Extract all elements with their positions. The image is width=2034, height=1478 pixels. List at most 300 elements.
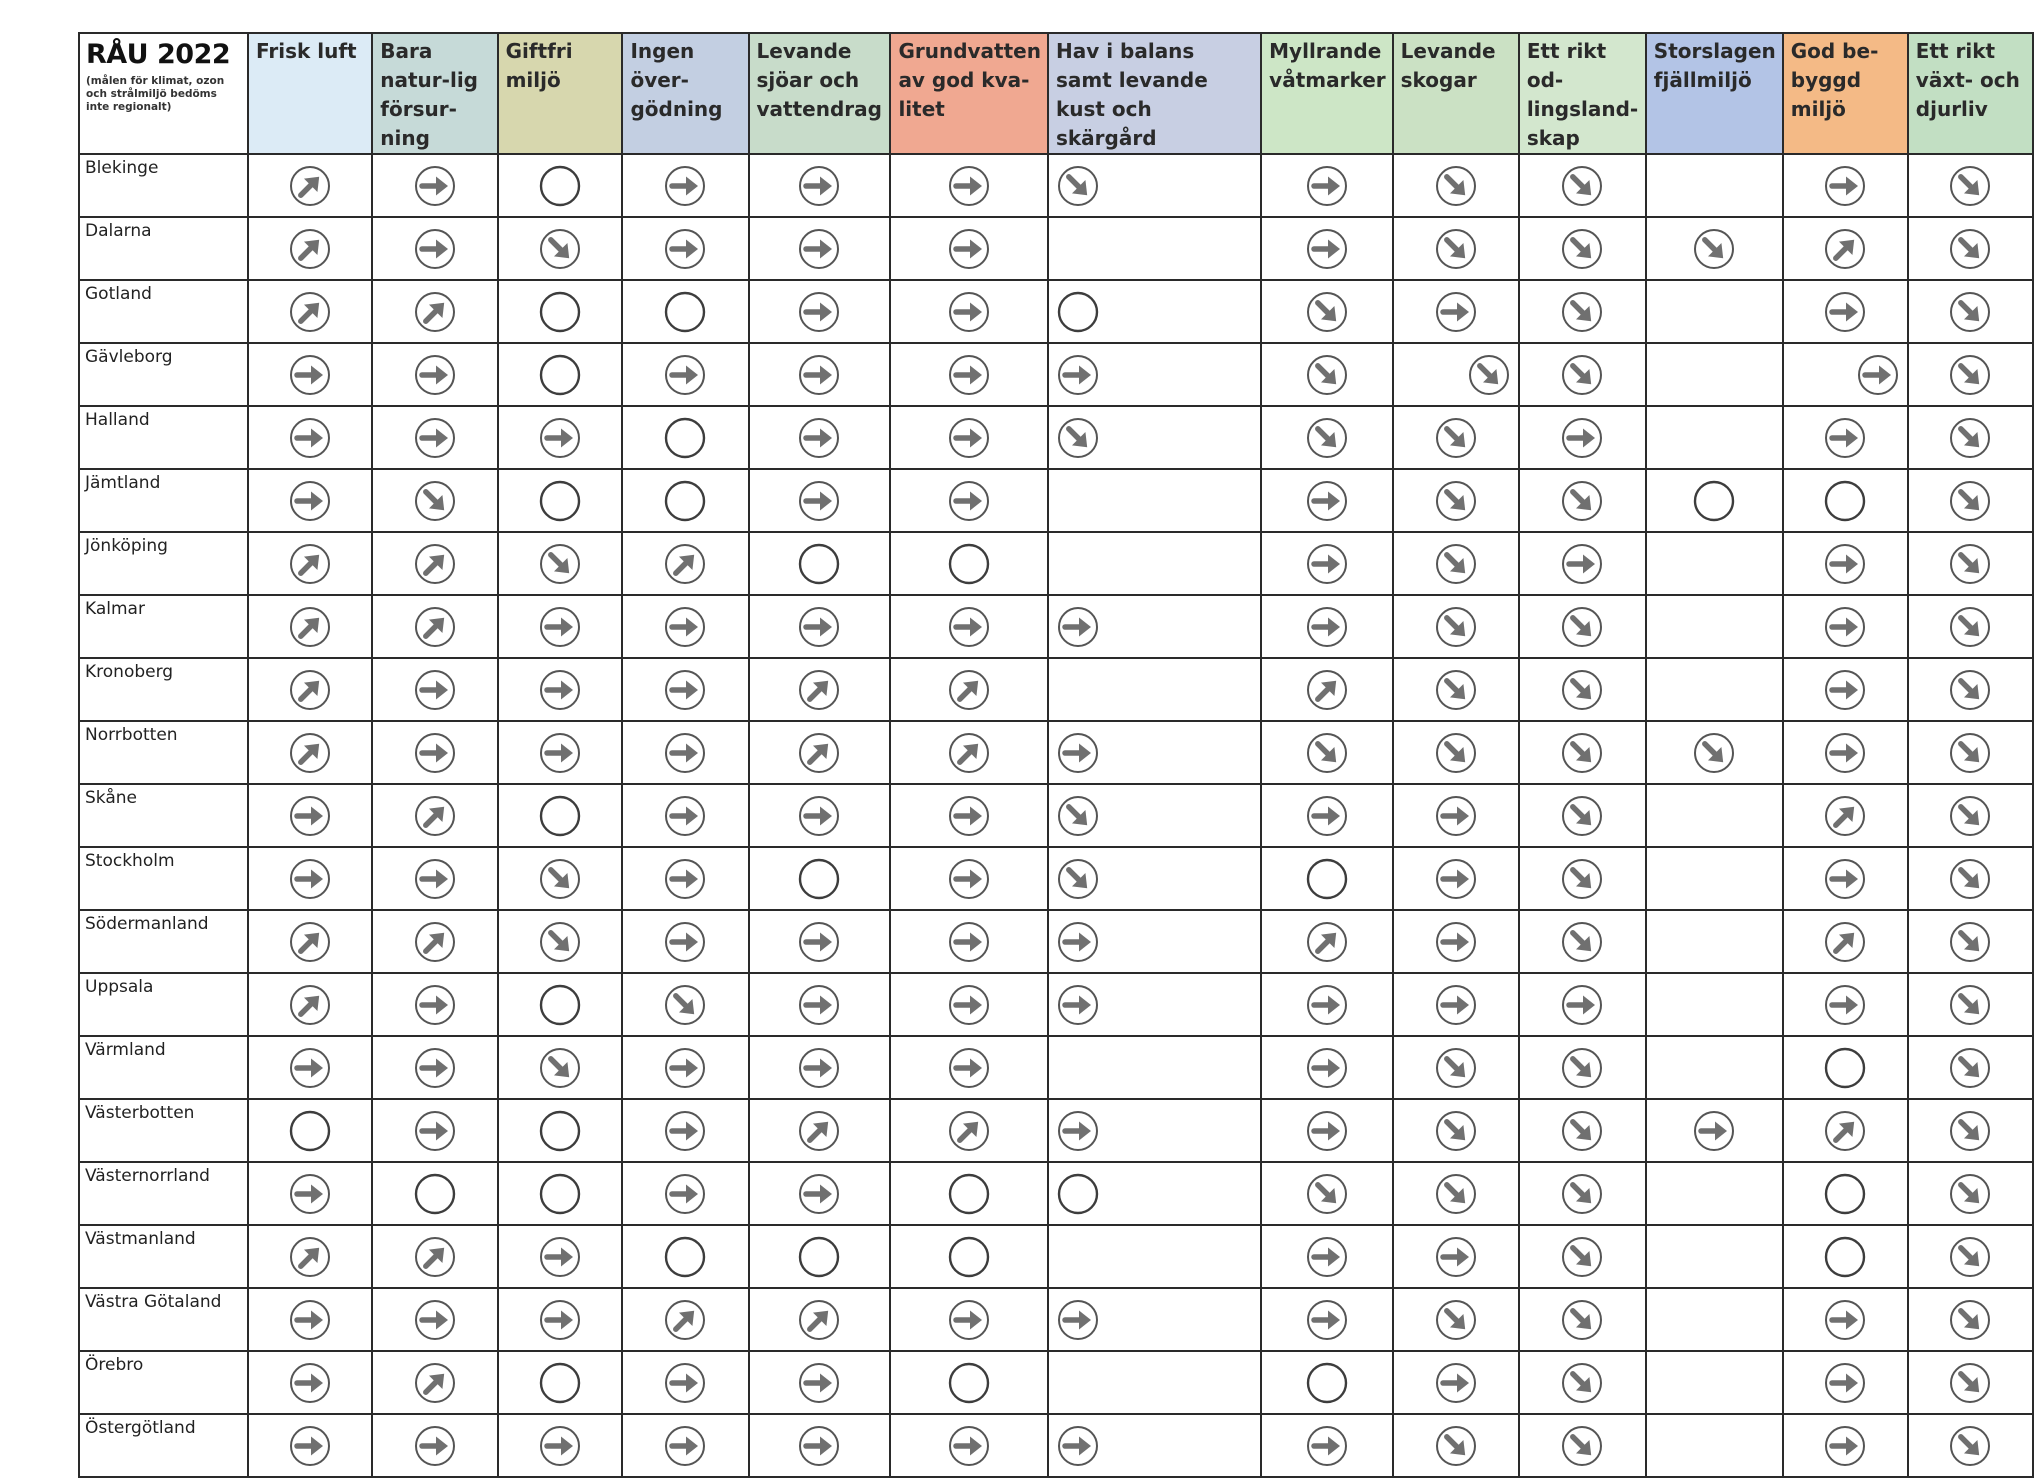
status-cell bbox=[890, 658, 1048, 721]
status-cell bbox=[1393, 1162, 1519, 1225]
status-cell bbox=[890, 973, 1048, 1036]
arrow-up-icon bbox=[797, 1109, 841, 1153]
arrow-right-icon bbox=[663, 1361, 707, 1405]
arrow-up-icon bbox=[413, 290, 457, 334]
arrow-up-icon bbox=[947, 1109, 991, 1153]
status-cell bbox=[890, 1351, 1048, 1414]
arrow-down-icon bbox=[1560, 794, 1604, 838]
arrow-down-icon bbox=[538, 857, 582, 901]
arrow-down-icon bbox=[1560, 353, 1604, 397]
status-cell bbox=[1908, 217, 2033, 280]
status-cell bbox=[1646, 847, 1783, 910]
goal-header bbox=[1519, 33, 1646, 154]
arrow-up-icon bbox=[797, 731, 841, 775]
arrow-down-icon bbox=[1056, 416, 1100, 460]
status-cell bbox=[1908, 1288, 2033, 1351]
status-cell bbox=[1261, 910, 1392, 973]
no-assessment-circle-icon bbox=[538, 290, 582, 334]
status-cell bbox=[498, 343, 623, 406]
status-cell bbox=[1646, 658, 1783, 721]
status-cell bbox=[372, 532, 497, 595]
status-cell bbox=[1048, 1099, 1261, 1162]
status-cell bbox=[372, 406, 497, 469]
region-name: Gotland bbox=[79, 280, 248, 343]
arrow-right-icon bbox=[538, 1298, 582, 1342]
arrow-right-icon bbox=[947, 983, 991, 1027]
arrow-down-icon bbox=[1305, 1172, 1349, 1216]
status-cell bbox=[1519, 154, 1646, 217]
arrow-right-icon bbox=[797, 920, 841, 964]
goal-header-label: Ett rikt växt- och djurliv bbox=[1915, 39, 2020, 121]
arrow-up-icon bbox=[288, 1235, 332, 1279]
status-cell bbox=[498, 1414, 623, 1477]
table-row bbox=[79, 343, 2033, 406]
status-cell bbox=[1646, 154, 1783, 217]
status-cell bbox=[1908, 532, 2033, 595]
arrow-right-icon bbox=[947, 857, 991, 901]
goal-header-label: Ingen över-gödning bbox=[630, 39, 723, 121]
status-cell bbox=[372, 1036, 497, 1099]
status-cell bbox=[1783, 658, 1908, 721]
status-cell bbox=[622, 721, 748, 784]
arrow-right-icon bbox=[663, 1424, 707, 1468]
arrow-down-icon bbox=[1692, 731, 1736, 775]
status-cell bbox=[1048, 1162, 1261, 1225]
arrow-right-icon bbox=[1056, 605, 1100, 649]
arrow-right-icon bbox=[1305, 983, 1349, 1027]
status-cell bbox=[1519, 1162, 1646, 1225]
arrow-down-icon bbox=[1948, 1109, 1992, 1153]
status-cell bbox=[248, 595, 372, 658]
arrow-right-icon bbox=[1305, 227, 1349, 271]
status-cell bbox=[749, 1099, 891, 1162]
status-cell bbox=[1646, 721, 1783, 784]
status-cell bbox=[372, 1414, 497, 1477]
arrow-up-icon bbox=[797, 1298, 841, 1342]
arrow-right-icon bbox=[947, 1298, 991, 1342]
table-row bbox=[79, 1225, 2033, 1288]
status-cell bbox=[1519, 469, 1646, 532]
arrow-right-icon bbox=[947, 920, 991, 964]
status-cell bbox=[1646, 1036, 1783, 1099]
no-assessment-circle-icon bbox=[288, 1109, 332, 1153]
arrow-right-icon bbox=[288, 416, 332, 460]
arrow-right-icon bbox=[538, 1235, 582, 1279]
arrow-up-icon bbox=[413, 542, 457, 586]
arrow-down-icon bbox=[1434, 731, 1478, 775]
arrow-up-icon bbox=[1823, 227, 1867, 271]
status-cell bbox=[1519, 910, 1646, 973]
arrow-down-icon bbox=[538, 920, 582, 964]
status-cell bbox=[372, 784, 497, 847]
arrow-right-icon bbox=[1823, 983, 1867, 1027]
arrow-right-icon bbox=[663, 605, 707, 649]
no-assessment-circle-icon bbox=[1823, 1172, 1867, 1216]
status-cell bbox=[622, 280, 748, 343]
arrow-right-icon bbox=[797, 1424, 841, 1468]
status-cell bbox=[1646, 532, 1783, 595]
status-cell bbox=[890, 595, 1048, 658]
arrow-down-icon bbox=[1948, 1235, 1992, 1279]
status-cell bbox=[498, 469, 623, 532]
no-assessment-circle-icon bbox=[538, 1109, 582, 1153]
arrow-down-icon bbox=[1560, 920, 1604, 964]
status-cell bbox=[248, 217, 372, 280]
arrow-down-icon bbox=[1434, 416, 1478, 460]
arrow-right-icon bbox=[663, 1172, 707, 1216]
status-cell bbox=[372, 154, 497, 217]
status-cell bbox=[1646, 1162, 1783, 1225]
arrow-right-icon bbox=[1434, 857, 1478, 901]
status-cell bbox=[1393, 1288, 1519, 1351]
status-cell bbox=[372, 1099, 497, 1162]
status-cell bbox=[622, 217, 748, 280]
status-cell bbox=[1393, 973, 1519, 1036]
arrow-right-icon bbox=[797, 416, 841, 460]
status-cell bbox=[1519, 280, 1646, 343]
region-name: Västerbotten bbox=[79, 1099, 248, 1162]
status-cell bbox=[890, 154, 1048, 217]
arrow-right-icon bbox=[1823, 416, 1867, 460]
arrow-up-icon bbox=[663, 1298, 707, 1342]
arrow-right-icon bbox=[947, 605, 991, 649]
table-row bbox=[79, 910, 2033, 973]
table-row bbox=[79, 1162, 2033, 1225]
no-assessment-circle-icon bbox=[663, 479, 707, 523]
arrow-right-icon bbox=[1056, 1109, 1100, 1153]
table-row bbox=[79, 154, 2033, 217]
no-assessment-circle-icon bbox=[538, 479, 582, 523]
status-cell bbox=[1908, 1351, 2033, 1414]
arrow-down-icon bbox=[1434, 668, 1478, 712]
status-cell bbox=[1261, 217, 1392, 280]
arrow-right-icon bbox=[663, 794, 707, 838]
arrow-right-icon bbox=[1823, 1424, 1867, 1468]
status-cell bbox=[498, 1351, 623, 1414]
status-cell bbox=[622, 1036, 748, 1099]
status-cell bbox=[1783, 1162, 1908, 1225]
arrow-right-icon bbox=[663, 1109, 707, 1153]
status-cell bbox=[749, 847, 891, 910]
status-cell bbox=[890, 721, 1048, 784]
goal-header-label: Bara natur-lig försur-ning bbox=[380, 39, 478, 150]
status-cell bbox=[248, 658, 372, 721]
status-cell bbox=[749, 1351, 891, 1414]
status-cell bbox=[622, 784, 748, 847]
region-name: Västmanland bbox=[79, 1225, 248, 1288]
status-cell bbox=[372, 343, 497, 406]
status-cell bbox=[1783, 280, 1908, 343]
header-row bbox=[79, 33, 2033, 154]
no-assessment-circle-icon bbox=[1823, 1046, 1867, 1090]
status-cell bbox=[1393, 217, 1519, 280]
status-cell bbox=[1048, 217, 1261, 280]
no-assessment-circle-icon bbox=[1056, 290, 1100, 334]
status-cell bbox=[1261, 847, 1392, 910]
arrow-down-icon bbox=[1560, 1235, 1604, 1279]
status-cell bbox=[622, 658, 748, 721]
status-cell bbox=[1646, 469, 1783, 532]
arrow-right-icon bbox=[1056, 920, 1100, 964]
arrow-right-icon bbox=[413, 353, 457, 397]
region-name: Halland bbox=[79, 406, 248, 469]
status-cell bbox=[749, 1162, 891, 1225]
no-assessment-circle-icon bbox=[538, 353, 582, 397]
status-cell bbox=[1783, 406, 1908, 469]
status-cell bbox=[1646, 1288, 1783, 1351]
status-cell bbox=[749, 1414, 891, 1477]
table-body bbox=[79, 154, 2033, 1477]
status-cell bbox=[372, 721, 497, 784]
status-cell bbox=[1783, 343, 1908, 406]
arrow-right-icon bbox=[663, 731, 707, 775]
goal-header bbox=[1048, 33, 1261, 154]
arrow-down-icon bbox=[538, 542, 582, 586]
arrow-down-icon bbox=[1948, 290, 1992, 334]
region-name: Östergötland bbox=[79, 1414, 248, 1477]
status-cell bbox=[498, 1162, 623, 1225]
status-cell bbox=[622, 1099, 748, 1162]
status-cell bbox=[372, 658, 497, 721]
table-row bbox=[79, 217, 2033, 280]
arrow-right-icon bbox=[413, 164, 457, 208]
status-cell bbox=[1519, 1036, 1646, 1099]
status-cell bbox=[1908, 1225, 2033, 1288]
status-cell bbox=[1519, 595, 1646, 658]
arrow-right-icon bbox=[288, 1298, 332, 1342]
arrow-down-icon bbox=[1948, 353, 1992, 397]
status-cell bbox=[248, 1225, 372, 1288]
no-assessment-circle-icon bbox=[797, 857, 841, 901]
arrow-right-icon bbox=[1823, 542, 1867, 586]
status-cell bbox=[1519, 721, 1646, 784]
arrow-right-icon bbox=[947, 794, 991, 838]
no-assessment-circle-icon bbox=[1692, 479, 1736, 523]
arrow-down-icon bbox=[663, 983, 707, 1027]
region-name: Södermanland bbox=[79, 910, 248, 973]
status-cell bbox=[498, 217, 623, 280]
arrow-down-icon bbox=[1434, 1109, 1478, 1153]
status-cell bbox=[372, 595, 497, 658]
table-row bbox=[79, 532, 2033, 595]
arrow-up-icon bbox=[413, 605, 457, 649]
status-cell bbox=[1261, 1351, 1392, 1414]
status-cell bbox=[1393, 1414, 1519, 1477]
status-cell bbox=[498, 658, 623, 721]
status-cell bbox=[749, 658, 891, 721]
arrow-right-icon bbox=[413, 983, 457, 1027]
arrow-right-icon bbox=[413, 857, 457, 901]
no-assessment-circle-icon bbox=[1305, 1361, 1349, 1405]
arrow-up-icon bbox=[288, 164, 332, 208]
status-cell bbox=[622, 1414, 748, 1477]
status-cell bbox=[1048, 1225, 1261, 1288]
status-cell bbox=[1646, 406, 1783, 469]
status-cell bbox=[1908, 1036, 2033, 1099]
table-corner bbox=[79, 33, 248, 154]
arrow-down-icon bbox=[1560, 1361, 1604, 1405]
status-cell bbox=[890, 910, 1048, 973]
status-cell bbox=[1646, 1414, 1783, 1477]
status-cell bbox=[1646, 595, 1783, 658]
arrow-right-icon bbox=[1823, 857, 1867, 901]
status-cell bbox=[248, 343, 372, 406]
arrow-down-icon bbox=[1948, 857, 1992, 901]
arrow-right-icon bbox=[1434, 794, 1478, 838]
arrow-down-icon bbox=[1948, 983, 1992, 1027]
status-cell bbox=[890, 847, 1048, 910]
arrow-up-icon bbox=[288, 731, 332, 775]
region-name: Värmland bbox=[79, 1036, 248, 1099]
arrow-down-icon bbox=[1305, 731, 1349, 775]
arrow-down-icon bbox=[1948, 1298, 1992, 1342]
status-cell bbox=[1646, 1099, 1783, 1162]
arrow-right-icon bbox=[288, 794, 332, 838]
arrow-right-icon bbox=[413, 1298, 457, 1342]
status-cell bbox=[1783, 1351, 1908, 1414]
status-cell bbox=[498, 1099, 623, 1162]
arrow-right-icon bbox=[1823, 164, 1867, 208]
status-cell bbox=[622, 847, 748, 910]
region-name: Gävleborg bbox=[79, 343, 248, 406]
arrow-up-icon bbox=[947, 731, 991, 775]
status-cell bbox=[1519, 532, 1646, 595]
status-cell bbox=[248, 784, 372, 847]
arrow-right-icon bbox=[288, 479, 332, 523]
status-cell bbox=[248, 1414, 372, 1477]
arrow-right-icon bbox=[1434, 920, 1478, 964]
status-cell bbox=[749, 343, 891, 406]
status-cell bbox=[1261, 1414, 1392, 1477]
region-name: Kalmar bbox=[79, 595, 248, 658]
no-assessment-circle-icon bbox=[1305, 857, 1349, 901]
status-cell bbox=[498, 154, 623, 217]
arrow-down-icon bbox=[538, 1046, 582, 1090]
status-cell bbox=[498, 784, 623, 847]
region-name: Jönköping bbox=[79, 532, 248, 595]
arrow-down-icon bbox=[1948, 1172, 1992, 1216]
status-cell bbox=[890, 217, 1048, 280]
status-cell bbox=[1393, 595, 1519, 658]
status-cell bbox=[498, 532, 623, 595]
status-cell bbox=[1048, 532, 1261, 595]
table-row bbox=[79, 847, 2033, 910]
arrow-up-icon bbox=[288, 542, 332, 586]
arrow-up-icon bbox=[288, 920, 332, 964]
status-cell bbox=[1783, 784, 1908, 847]
arrow-right-icon bbox=[288, 1046, 332, 1090]
status-cell bbox=[1783, 532, 1908, 595]
region-name: Uppsala bbox=[79, 973, 248, 1036]
arrow-down-icon bbox=[1560, 1298, 1604, 1342]
status-cell bbox=[1783, 1414, 1908, 1477]
no-assessment-circle-icon bbox=[797, 1235, 841, 1279]
status-cell bbox=[248, 406, 372, 469]
region-name: Örebro bbox=[79, 1351, 248, 1414]
goal-header-label: Myllrande våtmarker bbox=[1269, 39, 1386, 92]
status-cell bbox=[749, 784, 891, 847]
status-cell bbox=[1519, 847, 1646, 910]
status-cell bbox=[1908, 1099, 2033, 1162]
status-cell bbox=[498, 721, 623, 784]
arrow-right-icon bbox=[288, 1424, 332, 1468]
table-row bbox=[79, 721, 2033, 784]
no-assessment-circle-icon bbox=[1056, 1172, 1100, 1216]
arrow-right-icon bbox=[1305, 1046, 1349, 1090]
arrow-down-icon bbox=[1948, 1424, 1992, 1468]
arrow-right-icon bbox=[947, 416, 991, 460]
status-cell bbox=[248, 1288, 372, 1351]
status-cell bbox=[1908, 910, 2033, 973]
arrow-down-icon bbox=[1305, 416, 1349, 460]
goal-header bbox=[890, 33, 1048, 154]
goal-header bbox=[1783, 33, 1908, 154]
status-cell bbox=[1519, 1225, 1646, 1288]
arrow-up-icon bbox=[288, 227, 332, 271]
table-row bbox=[79, 280, 2033, 343]
no-assessment-circle-icon bbox=[538, 983, 582, 1027]
status-cell bbox=[1393, 1099, 1519, 1162]
arrow-right-icon bbox=[538, 416, 582, 460]
status-cell bbox=[749, 1288, 891, 1351]
arrow-down-icon bbox=[1948, 164, 1992, 208]
status-cell bbox=[1519, 658, 1646, 721]
environmental-goals-table bbox=[78, 32, 2034, 1478]
goal-header bbox=[622, 33, 748, 154]
status-cell bbox=[1048, 406, 1261, 469]
arrow-right-icon bbox=[1305, 794, 1349, 838]
status-cell bbox=[498, 1225, 623, 1288]
arrow-right-icon bbox=[947, 1046, 991, 1090]
table-row bbox=[79, 595, 2033, 658]
arrow-up-icon bbox=[288, 605, 332, 649]
arrow-right-icon bbox=[1305, 479, 1349, 523]
arrow-down-icon bbox=[1434, 542, 1478, 586]
no-assessment-circle-icon bbox=[1823, 479, 1867, 523]
status-cell bbox=[1783, 973, 1908, 1036]
goal-header-label: Hav i balans samt levande kust och skärgård bbox=[1055, 39, 1208, 150]
status-cell bbox=[1519, 784, 1646, 847]
status-cell bbox=[1393, 721, 1519, 784]
arrow-right-icon bbox=[1560, 416, 1604, 460]
status-cell bbox=[1519, 1351, 1646, 1414]
no-assessment-circle-icon bbox=[538, 794, 582, 838]
table-row bbox=[79, 1351, 2033, 1414]
arrow-right-icon bbox=[1056, 731, 1100, 775]
arrow-right-icon bbox=[1056, 983, 1100, 1027]
arrow-up-icon bbox=[288, 983, 332, 1027]
arrow-down-icon bbox=[1560, 605, 1604, 649]
arrow-right-icon bbox=[1823, 290, 1867, 334]
arrow-up-icon bbox=[1823, 794, 1867, 838]
arrow-down-icon bbox=[1434, 1298, 1478, 1342]
goal-header-label: Grundvatten av god kva-litet bbox=[898, 39, 1041, 121]
status-cell bbox=[1393, 532, 1519, 595]
goal-header bbox=[1261, 33, 1392, 154]
status-cell bbox=[1393, 343, 1519, 406]
status-cell bbox=[248, 721, 372, 784]
status-cell bbox=[498, 595, 623, 658]
status-cell bbox=[749, 973, 891, 1036]
goal-header bbox=[1908, 33, 2033, 154]
no-assessment-circle-icon bbox=[797, 542, 841, 586]
status-cell bbox=[372, 1288, 497, 1351]
goal-header bbox=[498, 33, 623, 154]
arrow-right-icon bbox=[413, 731, 457, 775]
goal-header bbox=[372, 33, 497, 154]
region-name: Stockholm bbox=[79, 847, 248, 910]
status-cell bbox=[1908, 406, 2033, 469]
